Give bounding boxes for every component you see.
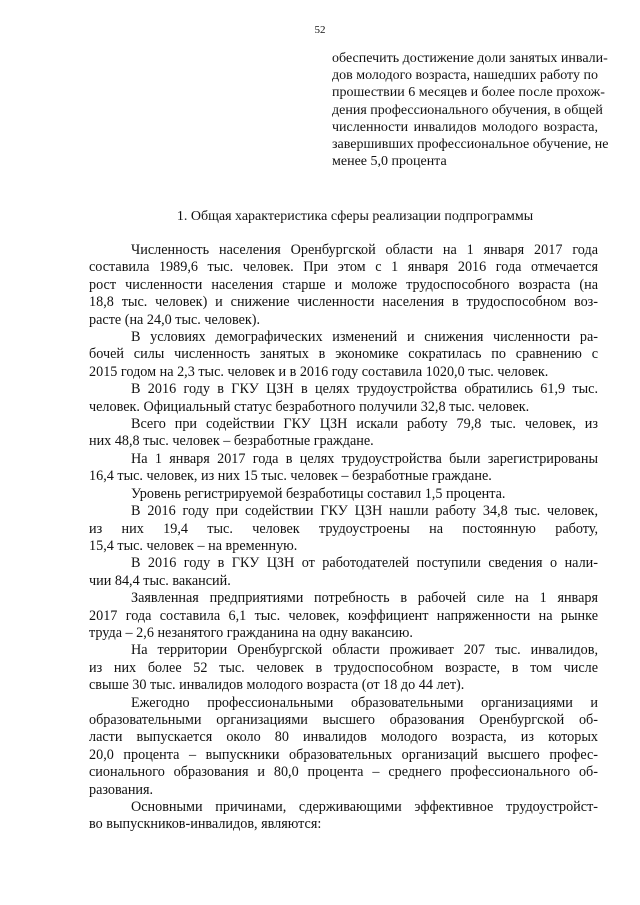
paragraph-line: 16,4 тыс. человек, из них 15 тыс. человек – безработные граждане. — [89, 468, 492, 485]
paragraph-line: В условиях демографических изменений и снижения численности ра- — [131, 329, 598, 346]
paragraph — [89, 486, 598, 503]
continued-line: прошествии 6 месяцев и более после прохож- — [332, 85, 605, 101]
paragraph-line: 2017 года составила 6,1 тыс. человек, коэффициент напряженности на рынке — [89, 607, 598, 624]
paragraph — [89, 329, 598, 381]
paragraph — [89, 799, 598, 834]
paragraph — [89, 642, 598, 694]
paragraph-line: 18,8 тыс. человек) и снижение численности населения в трудоспособном воз- — [89, 294, 598, 311]
paragraph-line: 15,4 тыс. человек – на временную. — [89, 537, 298, 554]
paragraph-line: Уровень регистрируемой безработицы составил 1,5 процента. — [131, 485, 506, 502]
paragraph-line: из них более 52 тыс. человек в трудоспособном возрасте, в том числе — [89, 659, 598, 676]
paragraph-line: бочей силы численность занятых в экономике сократилась по сравнению с — [89, 346, 598, 363]
paragraph-line: них 48,8 тыс. человек – безработные граждане. — [89, 433, 374, 450]
paragraph-line: На территории Оренбургской области проживает 207 тыс. инвалидов, — [131, 642, 598, 659]
continued-line: завершивших профессиональное обучение, не — [332, 137, 609, 153]
continued-line: менее 5,0 процента — [332, 154, 447, 170]
paragraph-line: образовательными организациями высшего образования Оренбургской об- — [89, 711, 598, 728]
paragraph — [89, 555, 598, 590]
page-number: 52 — [314, 24, 326, 36]
paragraph-line: Заявленная предприятиями потребность в рабочей силе на 1 января — [131, 590, 598, 607]
paragraph-line: во выпускников-инвалидов, являются: — [89, 816, 322, 833]
continued-line: численности инвалидов молодого возраста, — [332, 119, 598, 135]
paragraph — [89, 381, 598, 416]
paragraph-line: труда – 2,6 незанятого гражданина на одну вакансию. — [89, 624, 413, 641]
paragraph-line: чии 84,4 тыс. вакансий. — [89, 572, 231, 589]
paragraph-line: 2015 годом на 2,3 тыс. человек и в 2016 году составила 1020,0 тыс. человек. — [89, 363, 549, 380]
paragraph-line: ласти выпускается около 80 инвалидов молодого возраста, из которых — [89, 729, 598, 746]
paragraph — [89, 242, 598, 329]
paragraph — [89, 695, 598, 799]
paragraph-line: Численность населения Оренбургской области на 1 января 2017 года — [131, 242, 598, 258]
paragraph-line: Всего при содействии ГКУ ЦЗН искали работу 79,8 тыс. человек, из — [131, 416, 598, 433]
paragraph-line: На 1 января 2017 года в целях трудоустройства были зарегистрированы — [131, 450, 598, 467]
paragraph-line: Основными причинами, сдерживающими эффективное трудоустройст- — [131, 799, 598, 815]
paragraph-line: из них 19,4 тыс. человек трудоустроены на постоянную работу, — [89, 520, 598, 537]
paragraph-line: Ежегодно профессиональными образовательными организациями и — [131, 694, 598, 711]
paragraph — [89, 416, 598, 451]
paragraph-line: свыше 30 тыс. инвалидов молодого возраста (от 18 до 44 лет). — [89, 677, 465, 694]
body-text — [89, 242, 598, 834]
paragraph-line: расте (на 24,0 тыс. человек). — [89, 311, 261, 328]
paragraph-line: В 2016 году в ГКУ ЦЗН в целях трудоустройства обратились 61,9 тыс. — [131, 381, 598, 398]
paragraph-line: разования. — [89, 781, 154, 798]
continued-line: дов молодого возраста, нашедших работу по — [332, 68, 598, 84]
paragraph — [89, 590, 598, 642]
paragraph-line: рост численности населения старше и моложе трудоспособного возраста (на — [89, 276, 598, 293]
paragraph-line: человек. Официальный статус безработного получили 32,8 тыс. человек. — [89, 398, 530, 415]
paragraph-line: составила 1989,6 тыс. человек. При этом с 1 января 2016 года отмечается — [89, 259, 598, 276]
paragraph-line: 20,0 процента – выпускники образовательных организаций высшего профес- — [89, 746, 598, 763]
paragraph-line: В 2016 году при содействии ГКУ ЦЗН нашли работу 34,8 тыс. человек, — [131, 503, 598, 520]
paragraph — [89, 451, 598, 486]
continued-line: обеспечить достижение доли занятых инвали- — [332, 51, 608, 66]
continued-line: дения профессионального обучения, в общей — [332, 102, 603, 118]
continued-text-block — [332, 50, 609, 170]
paragraph — [89, 503, 598, 555]
section-heading: 1. Общая характеристика сферы реализации подпрограммы — [176, 209, 534, 224]
paragraph-line: сионального образования и 80,0 процента – среднего профессионального об- — [89, 764, 598, 781]
paragraph-line: В 2016 году в ГКУ ЦЗН от работодателей поступили сведения о нали- — [131, 555, 598, 572]
